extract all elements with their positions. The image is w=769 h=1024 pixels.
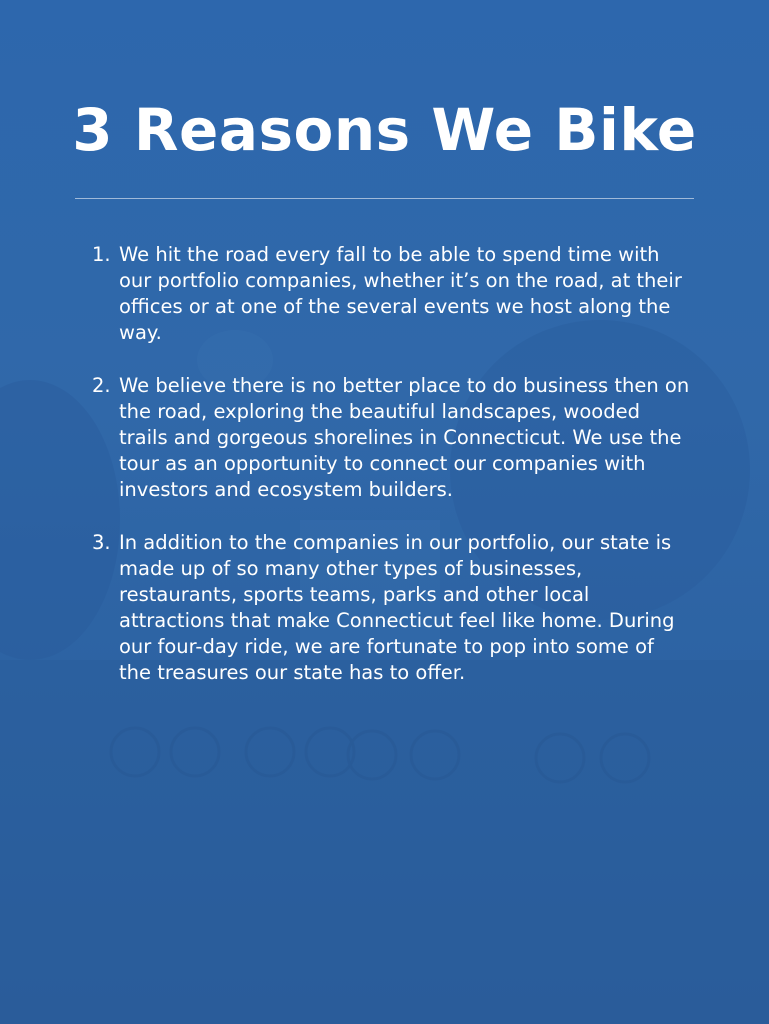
title-divider	[75, 198, 694, 199]
reason-item	[92, 242, 692, 346]
reason-item	[92, 530, 692, 686]
reason-number: 1.	[92, 243, 111, 266]
reasons-list	[92, 242, 692, 713]
reason-text: In addition to the companies in our portfolio, our state is made up of so many other types of businesses, restaurants, sports teams, parks and other local attractions that make Connecticut feel like home. During our four-day ride, we are fortunate to pop into some of the treasures our state has to offer.	[119, 531, 675, 684]
page-title: 3 Reasons We Bike	[72, 96, 697, 164]
reason-item	[92, 373, 692, 503]
reason-text: We hit the road every fall to be able to spend time with our portfolio companies, whether it’s on the road, at their offices or at one of the several events we host along the way.	[119, 243, 682, 344]
reason-number: 3.	[92, 531, 111, 554]
reason-text: We believe there is no better place to do business then on the road, exploring the beautiful landscapes, wooded trails and gorgeous shorelines in Connecticut. We use the tour as an opportunity to connect our companies with investors and ecosystem builders.	[119, 374, 690, 501]
reason-number: 2.	[92, 374, 111, 397]
